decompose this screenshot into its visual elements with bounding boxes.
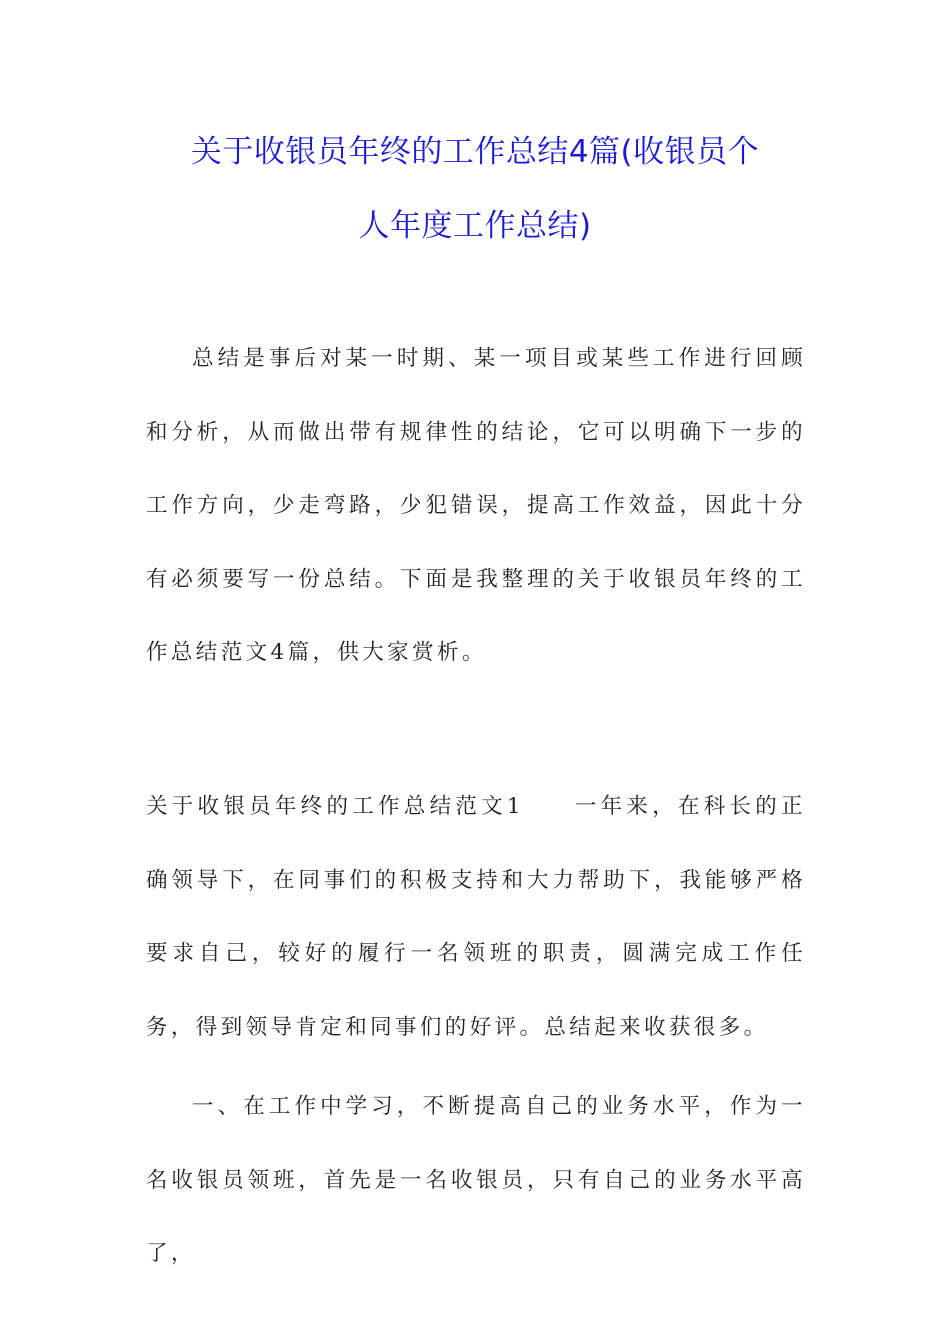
section-1-heading: 关于收银员年终的工作总结范文1 bbox=[146, 794, 524, 819]
point-1-paragraph: 一、在工作中学习，不断提高自己的业务水平，作为一名收银员领班，首先是一名收银员，只有自己的业务水平高了， bbox=[146, 1094, 806, 1267]
intro-paragraph: 总结是事后对某一时期、某一项目或某些工作进行回顾和分析，从而做出带有规律性的结论，它可以明确下一步的工作方向，少走弯路，少犯错误，提高工作效益，因此十分有必须要写一份总结。下面是我整理的关于收银员年终的工作总结范文4篇，供大家赏析。 bbox=[146, 346, 806, 666]
section-1-paragraph bbox=[146, 770, 806, 1064]
document-title-line-2: 人年度工作总结) bbox=[358, 208, 592, 244]
section-1-body: 一年来，在科长的正确领导下，在同事们的积极支持和大力帮助下，我能够严格要求自己，较好的履行一名领班的职责，圆满完成工作任务，得到领导肯定和同事们的好评。总结起来收获很多。 bbox=[146, 794, 806, 1040]
document-title-line-1: 关于收银员年终的工作总结4篇(收银员个 bbox=[190, 134, 760, 170]
